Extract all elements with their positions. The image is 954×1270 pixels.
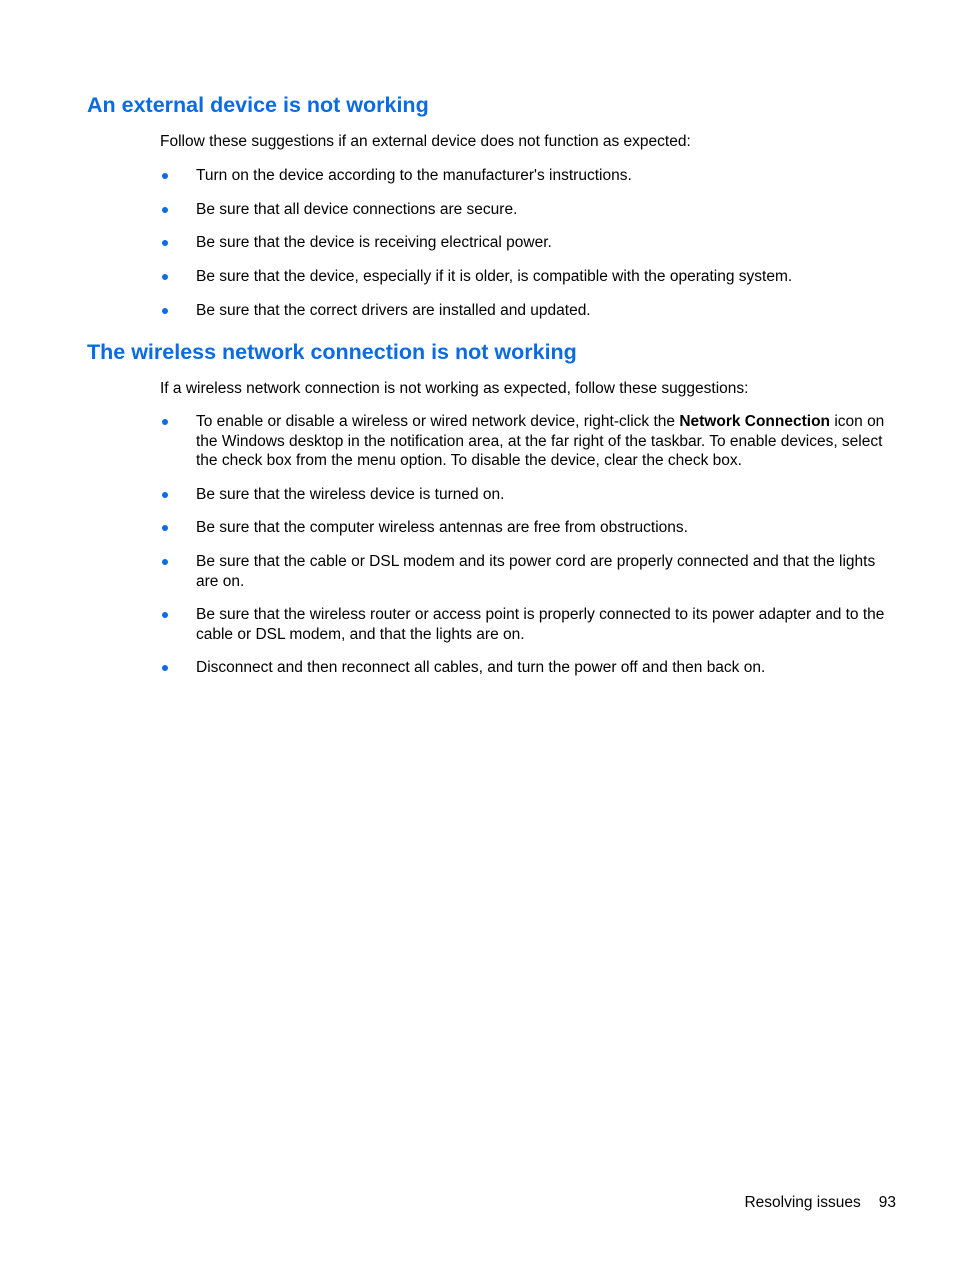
list-item-text: Be sure that the wireless device is turned on. xyxy=(196,485,505,503)
bullet-icon xyxy=(162,308,168,314)
list-item xyxy=(160,267,890,287)
external-device-suggestions-list xyxy=(160,166,890,334)
list-item xyxy=(160,166,890,186)
bullet-icon xyxy=(162,173,168,179)
list-item xyxy=(160,485,890,505)
list-item xyxy=(160,552,890,591)
page-number: 93 xyxy=(878,1194,896,1211)
list-item xyxy=(160,301,890,321)
list-item xyxy=(160,200,890,220)
list-item xyxy=(160,658,890,678)
section-heading-external-device: An external device is not working xyxy=(87,93,429,117)
list-item-text: Disconnect and then reconnect all cables, and turn the power off and then back on. xyxy=(196,659,766,677)
list-item xyxy=(160,233,890,253)
bullet-icon xyxy=(162,525,168,531)
list-item-text-after: icon on the Windows desktop in the notification area, at the far right of the taskbar. To enable devices, select the check box from the menu option. To disable the device, clear the check box. xyxy=(196,413,885,469)
footer-section-name: Resolving issues xyxy=(744,1194,861,1211)
list-item-text: Turn on the device according to the manufacturer's instructions. xyxy=(196,167,632,184)
list-item-text xyxy=(196,413,884,469)
network-connection-term: Network Connection xyxy=(679,413,831,430)
list-item-text: Be sure that all device connections are secure. xyxy=(196,200,518,218)
page-footer xyxy=(744,1193,896,1212)
list-item-text: Be sure that the cable or DSL modem and its power cord are properly connected and that the lights are on. xyxy=(196,553,876,590)
bullet-icon xyxy=(162,612,168,618)
bullet-icon xyxy=(162,207,168,213)
wireless-network-suggestions-list xyxy=(160,412,890,692)
list-item xyxy=(160,605,890,644)
list-item xyxy=(160,412,890,471)
bullet-icon xyxy=(162,274,168,280)
bullet-icon xyxy=(162,665,168,671)
bullet-icon xyxy=(162,419,168,425)
list-item-text: Be sure that the wireless router or access point is properly connected to its power adapter and to the cable or DSL modem, and that the lights are on. xyxy=(196,606,885,643)
section-heading-wireless-network: The wireless network connection is not working xyxy=(87,340,577,364)
bullet-icon xyxy=(162,492,168,498)
list-item-text: Be sure that the device, especially if it is older, is compatible with the operating system. xyxy=(196,268,793,286)
bullet-icon xyxy=(162,240,168,246)
section-intro-wireless-network: If a wireless network connection is not working as expected, follow these suggestions: xyxy=(160,380,749,397)
list-item-text: Be sure that the computer wireless antennas are free from obstructions. xyxy=(196,519,688,537)
section-intro-external-device: Follow these suggestions if an external device does not function as expected: xyxy=(160,133,691,150)
list-item-text: Be sure that the device is receiving electrical power. xyxy=(196,234,552,252)
list-item-text: Be sure that the correct drivers are installed and updated. xyxy=(196,301,591,319)
list-item xyxy=(160,518,890,538)
list-item-text-before: To enable or disable a wireless or wired network device, right-click the xyxy=(196,413,680,430)
bullet-icon xyxy=(162,559,168,565)
